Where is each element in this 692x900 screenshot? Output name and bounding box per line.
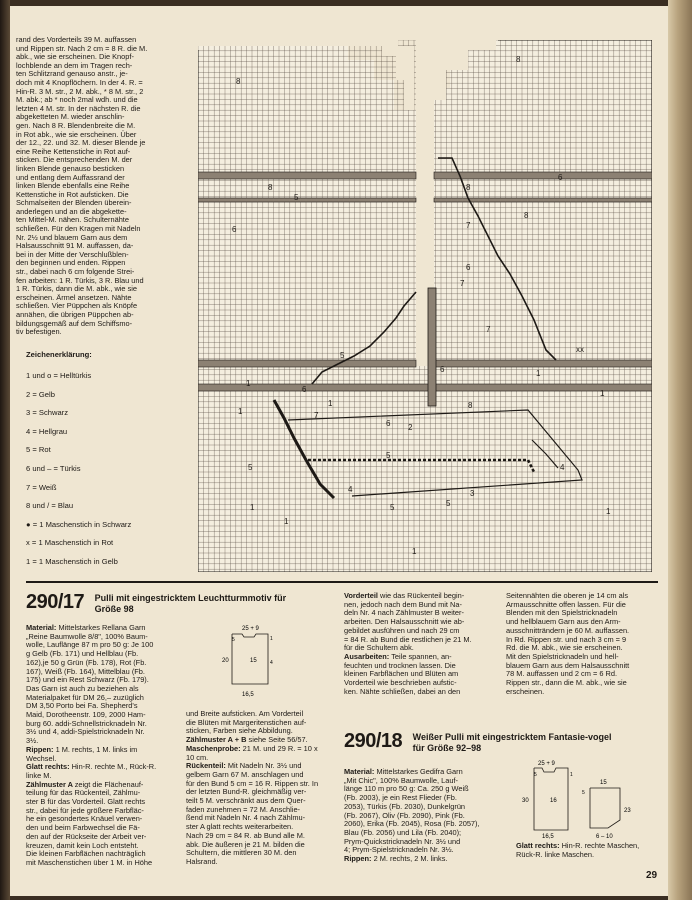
line-text: 3½. [26, 736, 39, 746]
bold-label: Glatt rechts: [516, 841, 562, 850]
p17-schema-left: 5 [232, 637, 235, 643]
line-text: der letzten Bund-R. gleichmäßig ver- [186, 787, 307, 797]
legend-item: 4 = Hellgrau [26, 426, 68, 436]
top-text-line: ten Mittel-M. nähen. Schulternähte [16, 215, 129, 225]
top-text-line: der 12., 22. und 32. M. dieser Blende je [16, 138, 146, 148]
bold-label: Glatt rechts: [26, 762, 72, 772]
legend-item: 2 = Gelb [26, 389, 55, 399]
line-text: Seitennähten die oberen je 14 cm als [506, 591, 629, 600]
p17-col4 [506, 592, 656, 696]
line-text: Hin-R. rechte M., Rück-R. [71, 762, 157, 772]
top-text-line: abgeketteten M. wieder anschlin- [16, 112, 125, 122]
top-text-line: annähen, die übrigen Püppchen ab- [16, 310, 134, 319]
line-text: (Fb. 2003), je ein Rest Flieder (Fb. [344, 793, 457, 803]
chart-color-label: 8 [466, 183, 471, 192]
p18-number: 290/18 [344, 730, 403, 752]
bold-label: Vorderteil [344, 591, 381, 600]
top-text-line: schließen. Vier Püppchen als Knöpfe [16, 301, 138, 311]
p18-schema2-left: 5 [582, 790, 585, 796]
chart-color-label: 4 [560, 463, 565, 472]
legend-item: x = 1 Maschenstich in Rot [26, 538, 114, 548]
bold-label: Material: [26, 623, 59, 632]
line-text: Wechsel. [26, 753, 57, 763]
line-text: 4; Prym-Spielstricknadeln Nr. 3½. [344, 845, 454, 855]
top-text-line: rand des Vorderteils 39 M. auffassen [16, 35, 137, 44]
top-text-line: abk., wie sie erscheinen. Die Knopf- [16, 52, 134, 62]
line-text: Mit Nadeln Nr. 3½ und [227, 761, 302, 771]
line-text: wolle, Lauflänge 87 m pro 50 g: Je 100 [26, 640, 154, 650]
chart-color-label: 6 [232, 225, 237, 234]
line-text: Vorderteil wie beschrieben aufstic- [344, 678, 457, 688]
top-text-line: und entlang dem Auffassrand der [16, 172, 125, 182]
p17-title: Pulli mit eingestricktem Leuchtturmmotiv für Größe 98 [94, 593, 287, 614]
top-text-line: schließen. Für den Kragen mit Nadeln [16, 224, 141, 234]
chart-color-label: 7 [460, 279, 465, 288]
page-edge [668, 0, 692, 900]
top-text-line: linken Blende ebenfalls eine Reihe [16, 181, 130, 191]
p18-title: Weißer Pulli mit eingestricktem Fantasie-vogel für Größe 92–98 [412, 732, 612, 753]
line-text: str., dabei für jede größere Farbfläc- [26, 805, 144, 815]
top-text-line: sticken. Die entsprechenden M. der [16, 155, 133, 165]
line-text: kreuzen, damit kein Loch entsteht. [26, 840, 139, 850]
line-text: ster A glatt rechts weiterarbeiten. [186, 822, 294, 832]
chart-color-label: 1 [250, 503, 255, 512]
legend-item: ● = 1 Maschenstich in Schwarz [26, 519, 132, 529]
line-text: und hellblauem Garn aus den Arm- [506, 617, 621, 627]
p17-col2-line [186, 745, 336, 754]
chart-color-label: 8 [516, 55, 521, 64]
line-text: Blenden mit den Spielstricknadeln [506, 608, 618, 618]
line-text: = 84 R. ab Bund die restlichen je 21 M. [344, 634, 472, 644]
line-text: 21 M. und 29 R. = 10 x [242, 743, 318, 753]
line-text: „Mit Chic", 100% Baumwolle, Lauf- [344, 775, 458, 785]
line-text: 2 M. rechts, 2 M. links. [373, 854, 448, 864]
top-left-mask [206, 40, 398, 46]
p18-schema1-top: 25 + 9 [538, 761, 555, 767]
chart-color-label: 6 [386, 419, 391, 428]
chart-color-label: 1 [412, 547, 417, 556]
top-text-line: bildungsgemäß auf dem Schiffsmo- [16, 318, 133, 328]
chart-color-label: 1 [536, 369, 541, 378]
legend-item: 3 = Schwarz [26, 408, 68, 418]
line-text: den und beim Farbwechsel die Fä- [26, 823, 140, 833]
line-text: „Reine Baumwolle 8/8", 100% Baum- [26, 631, 148, 641]
line-text: burg 60. addi-Schnellstricknadeln Nr. [26, 718, 147, 728]
chart-color-label: 5 [294, 193, 299, 202]
line-text: g Gelb (Fb. 171) und Hellblau (Fb. [26, 649, 139, 659]
p17-schema-top: 25 + 9 [242, 626, 259, 632]
line-text: Hin-R. rechte Maschen, [561, 841, 640, 850]
line-text: für die Schultern abk. [344, 643, 414, 653]
top-text-line: Hin-R. 3 M. str., 2 M. abk., * 8 M. str., 2 [16, 86, 144, 96]
page-number: 29 [646, 870, 658, 881]
bold-label: Rippen: [344, 854, 374, 864]
chart-color-label: 1 [600, 389, 605, 398]
top-text-line: Schmalseiten der Blenden überein- [16, 198, 132, 208]
p17-col1-line [26, 728, 186, 737]
p17-col3-line [344, 688, 502, 697]
line-text: erscheinen. [506, 686, 545, 696]
line-text: 10 cm. [186, 752, 209, 762]
p17-schema [220, 624, 284, 702]
line-text: deln Nr. 4 nach Zählmuster B weiter- [344, 608, 464, 618]
p17-col2-line [186, 858, 336, 867]
stripe-band [198, 198, 416, 202]
line-text: wie das Rückenteil begin- [380, 591, 465, 600]
line-text: die Blüten mit Margeritenstichen auf- [186, 717, 307, 727]
top-text-line: erscheinen. Ärmel ansetzen. Nähte [16, 292, 132, 302]
line-text: 78 M. auffassen und 2 cm = 6 Rd. [506, 669, 617, 679]
stripe-band [198, 172, 416, 179]
p17-schema-mid: 15 [250, 658, 257, 664]
stripe-band [434, 360, 652, 367]
chart-color-label: 6 [302, 385, 307, 394]
p18-schema2-top: 15 [600, 780, 607, 786]
top-text-line: M. abk.; ab * noch 2mal wdh. und die [16, 95, 138, 105]
top-text-line: ten Schlitzrand genauso anstr., je- [16, 69, 128, 79]
top-text-line: den beginnen und enden. Rippen [16, 258, 126, 268]
chart-color-label: 8 [236, 77, 241, 86]
bold-label: Zählmuster A [26, 779, 75, 789]
line-text: faden zunehmen = 72 M. Anschlie- [186, 804, 301, 814]
line-text: Nach 29 cm = 84 R. ab Bund alle M. [186, 830, 305, 840]
chart-color-label: 8 [524, 211, 529, 220]
corner-mask [198, 40, 206, 46]
chart-color-label: 7 [314, 411, 319, 420]
line-text: länge 110 m pro 50 g: Ca. 250 g Weiß [344, 784, 469, 794]
chart-color-label: 1 [246, 379, 251, 388]
bold-label: Rippen: [26, 744, 56, 754]
chart-color-label: 1 [238, 407, 243, 416]
line-text: arbeiten. Den Halsausschnitt wie ab- [344, 617, 465, 627]
p17-col2 [186, 710, 336, 867]
top-text-line: lochblende an dem im Tragen rech- [16, 60, 133, 70]
stripe-band [198, 360, 416, 367]
top-text-line: fen arbeiten: 1 R. Türkis, 3 R. Blau und [16, 275, 144, 285]
legend-title: Zeichenerklärung: [26, 350, 92, 359]
chart-color-label: 5 [390, 503, 395, 512]
legend-item: 7 = Weiß [26, 482, 57, 492]
top-text-line: anderlegen und an die abgekette- [16, 206, 127, 216]
bold-label: Rückenteil: [186, 761, 228, 771]
line-text: Materialpaket für DM 26,– zuzüglich [26, 692, 144, 702]
line-text: abk. Die äußeren je 21 M. bilden die [186, 839, 305, 849]
p17-col4-line [506, 688, 656, 697]
line-text: DM 3,50 Porto bei Fa. Shepherd's [26, 701, 138, 711]
stripe-band [434, 198, 652, 202]
line-text: 1 M. rechts, 1 M. links im [55, 744, 138, 754]
line-text: Teile spannen, an- [391, 651, 452, 661]
line-text: Mit den Spielstricknadeln und hell- [506, 651, 619, 661]
chart-color-label: xx [576, 345, 584, 354]
p18-schema2-bottom: 6 – 10 [596, 834, 613, 840]
section-divider [26, 581, 658, 583]
chart-legend [26, 350, 196, 572]
p18-schema1-r1: 1 [570, 772, 573, 778]
p17-col1 [26, 624, 186, 868]
bold-label: Maschenprobe: [186, 743, 243, 753]
line-text: Maid, Dorotheenstr. 109, 2000 Ham- [26, 710, 146, 720]
top-text-line: Nr. 2½ und blauem Garn aus dem [16, 232, 128, 242]
top-text-line: bei in der Mitte der Verschlußblen- [16, 249, 129, 259]
line-text: blauem Garn aus dem Halsausschnitt [506, 660, 630, 670]
line-text: den auf der Rückseite der Arbeit ver- [26, 831, 147, 841]
top-text-line: in Rot abk., wie sie erscheinen. Über [16, 129, 137, 139]
p18-heading [344, 730, 660, 753]
line-text: 162),je 50 g Grün (Fb. 178), Rot (Fb. [26, 657, 147, 667]
chart-color-label: 2 [408, 423, 413, 432]
line-text: Rippen str., dann die M. abk., wie sie [506, 678, 627, 688]
chart-color-label: 3 [470, 489, 475, 498]
line-text: Schultern, die mittleren 30 M. den [186, 848, 297, 858]
line-text: Blau (Fb. 2056) und Lila (Fb. 2040); [344, 827, 462, 837]
line-text: kleinen Farbflächen und Blüten am [344, 669, 459, 679]
top-text-line: 1 R. Türkis, dann die M. abk., wie sie [16, 284, 138, 294]
line-text: zeigt die Flächenauf- [74, 779, 144, 789]
p18-schema1-mid: 16 [550, 798, 557, 804]
line-text: ken. Nähte schließen, dabei an den [344, 686, 461, 696]
top-text-line: linken Blende genauso besticken [16, 163, 125, 173]
line-text: mit Maschenstichen über 1 M. in Höhe [26, 857, 153, 867]
line-text: gelbem Garn 67 M. anschlagen und [186, 769, 304, 779]
line-text: und Breite aufsticken. Am Vorderteil [186, 709, 304, 718]
top-text-line: Halsausschnitt 91 M. auffassen, da- [16, 241, 134, 251]
line-text: feuchten und trocknen lassen. Die [344, 660, 456, 670]
top-text-line: letzten 4 M. str. In der nächsten R. die [16, 103, 141, 113]
instructions-continued [16, 36, 190, 337]
chart-color-label: 5 [386, 451, 391, 460]
top-text-line: eine Reihe Kettenstiche in Rot auf- [16, 146, 131, 156]
p17-number: 290/17 [26, 591, 85, 613]
stripe-band [198, 384, 652, 391]
p18-stitch-note [516, 842, 656, 859]
p17-schema-side: 20 [222, 658, 229, 664]
line-text: für den Bund 5 cm = 16 R. Rippen str. In [186, 778, 319, 788]
p17-heading [26, 591, 346, 614]
line-text: ausschnitträndern je 60 M. auffassen. [506, 625, 630, 635]
legend-item: 1 und o = Helltürkis [26, 371, 92, 380]
p18-schema1-side: 30 [522, 798, 529, 804]
p18-schema [516, 758, 656, 840]
line-text: teilt 5 M. verschränkt aus dem Quer- [186, 796, 306, 806]
line-text: (Fb. 2067), Oliv (Fb. 2090), Pink (Fb. [344, 810, 465, 820]
line-text: 2060), Erika (Fb. 2045), Rosa (Fb. 2057), [344, 819, 480, 829]
p17-schema-bottom: 16,5 [242, 692, 254, 698]
stripe-band [434, 172, 652, 179]
chart-color-label: 5 [446, 499, 451, 508]
top-text-line: doch mit 4 Knopflöchern. In der 4. R. = [16, 77, 143, 87]
chart-color-label: 6 [466, 263, 471, 272]
line-text: gebildet ausführen und nach 29 cm [344, 625, 460, 635]
chart-color-label: 4 [348, 485, 353, 494]
top-text-line: tiv befestigen. [16, 327, 62, 337]
magazine-page [10, 6, 668, 896]
chart-color-label: 1 [606, 507, 611, 516]
top-text-line: str., dabei nach 6 cm folgende Strei- [16, 267, 135, 277]
top-text-line: Kettenstiche in Rot aufsticken. Die [16, 189, 129, 199]
book-spine [0, 0, 10, 900]
chart-color-label: 6 [440, 365, 445, 374]
line-text: In Rd. Rippen str. und nach 3 cm = 9 [506, 634, 627, 644]
line-text: Das Garn ist auch zu beziehen als [26, 683, 139, 693]
chart-color-label: 5 [248, 463, 253, 472]
line-text: nen, jedoch nach dem Bund mit Na- [344, 599, 462, 609]
line-text: Mittelstarkes Rellana Garn [58, 623, 146, 632]
top-text-line: und Rippen str. Nach 2 cm = 8 R. die M. [16, 43, 148, 53]
line-text: Armausschnitte offen lassen. Für die [506, 599, 626, 609]
line-text: teilung für das Rückenteil, Zählmu- [26, 788, 141, 798]
legend-item: 8 und / = Blau [26, 501, 74, 511]
line-text: siehe Seite 56/57. [248, 735, 308, 745]
p17-schema-r2: 4 [270, 660, 273, 666]
line-text: ßend mit Nadeln Nr. 4 nach Zählmu- [186, 813, 306, 823]
mast-column [428, 288, 436, 406]
chart-color-label: 8 [468, 401, 473, 410]
line-text: Die kleinen Farbflächen nachträglich [26, 849, 146, 859]
bold-label: Ausarbeiten: [344, 651, 392, 661]
line-text: Mittelstarkes Gedifra Garn [376, 767, 463, 776]
chart-color-label: 5 [340, 351, 345, 360]
line-text: Rück-R. linke Maschen. [516, 849, 595, 859]
line-text: sticken, Farben siehe Abbildung. [186, 726, 293, 736]
p17-col1-line [26, 859, 186, 868]
bold-label: Zählmuster A + B [186, 735, 249, 745]
legend-item: 6 und – = Türkis [26, 463, 81, 473]
bold-label: Material: [344, 767, 377, 776]
chart-color-label: 8 [268, 183, 273, 192]
chart-color-label: 1 [284, 517, 289, 526]
chart-color-label: 7 [466, 221, 471, 230]
p18-schema1-bottom: 16,5 [542, 834, 554, 840]
p17-col3 [344, 592, 502, 696]
line-text: 175) und ein Rest Schwarz (Fb. 179). [26, 675, 149, 685]
line-text: 3½ und 4, addi-Spielstricknadeln Nr. [26, 727, 145, 737]
top-text-line: gen. Nach 8 R. Blendenbreite die M. [16, 120, 136, 130]
line-text: Halsrand. [186, 856, 218, 866]
knitting-chart [198, 40, 652, 572]
p18-material [344, 768, 504, 864]
p18-schema2-side: 23 [624, 808, 631, 814]
line-text: ster B für das Vorderteil. Glatt rechts [26, 797, 146, 807]
chart-color-label: 6 [558, 173, 563, 182]
legend-item: 5 = Rot [26, 445, 51, 455]
line-text: 2053), Türkis (Fb. 2030), Dunkelgrün [344, 801, 466, 811]
chart-color-label: 1 [328, 399, 333, 408]
p18-note-line [516, 851, 656, 860]
legend-item: 1 = 1 Maschenstich in Gelb [26, 556, 118, 566]
line-text: 167), Weiß (Fb. 164), Mittelblau (Fb. [26, 666, 145, 676]
chart-color-label: 7 [486, 325, 491, 334]
line-text: he ein gesondertes Knäuel verwen- [26, 814, 143, 824]
p18-material-line [344, 855, 504, 864]
line-text: Rd. die M. abk., wie sie erscheinen. [506, 643, 623, 653]
p18-schema1-left: 5 [534, 772, 537, 778]
line-text: Prym-Quickstricknadeln Nr. 3½ und [344, 836, 461, 846]
line-text: linke M. [26, 770, 52, 780]
p17-schema-r1: 1 [270, 636, 273, 642]
